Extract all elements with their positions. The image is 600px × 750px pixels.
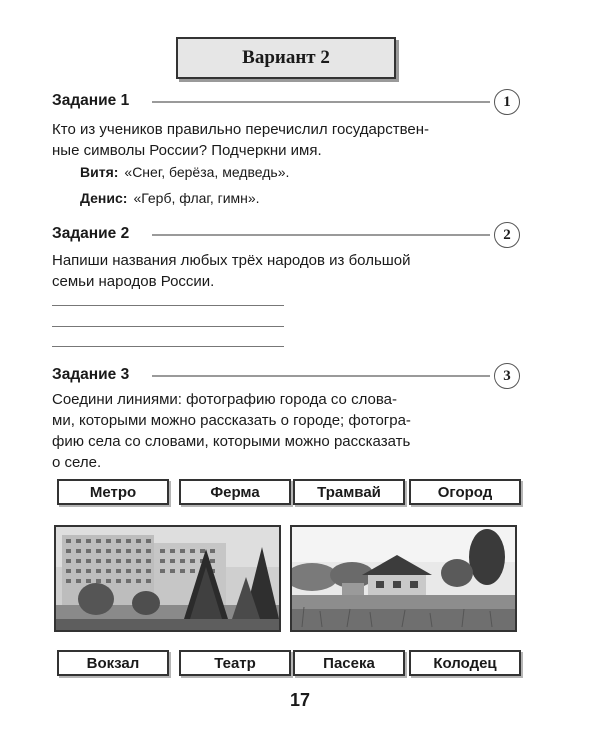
task-2-title: Задание 2 — [52, 225, 135, 243]
village-photo-image — [292, 527, 515, 630]
answer-writing-line[interactable] — [52, 305, 284, 306]
word-box-kolodets[interactable]: Колодец — [409, 650, 521, 676]
word-box-paseka[interactable]: Пасека — [293, 650, 405, 676]
task-1-question — [52, 119, 522, 161]
question-line: фию села со словами, которыми можно рассказать — [52, 433, 411, 450]
divider — [152, 234, 490, 236]
variant-header — [176, 37, 396, 79]
question-line: семьи народов России. — [52, 273, 215, 290]
task-1-title: Задание 1 — [52, 92, 135, 110]
answer-name: Витя: — [80, 164, 119, 180]
task-3-title: Задание 3 — [52, 366, 135, 384]
word-box-metro[interactable]: Метро — [57, 479, 169, 505]
task-2-header — [52, 222, 520, 248]
divider — [152, 101, 490, 103]
task-3-number: 3 — [494, 363, 520, 389]
city-photo[interactable] — [54, 525, 281, 632]
divider — [152, 375, 490, 377]
task-1-number: 1 — [494, 89, 520, 115]
answer-writing-line[interactable] — [52, 346, 284, 347]
task-3-header — [52, 363, 520, 389]
answer-writing-line[interactable] — [52, 326, 284, 327]
variant-title: Вариант 2 — [242, 47, 330, 68]
word-box-teatr[interactable]: Театр — [179, 650, 291, 676]
word-box-ferma[interactable]: Ферма — [179, 479, 291, 505]
answer-text: «Герб, флаг, гимн». — [133, 190, 260, 206]
answer-option-denis[interactable] — [80, 190, 260, 206]
word-box-tramvai[interactable]: Трамвай — [293, 479, 405, 505]
question-line: Кто из учеников правильно перечислил государствен- — [52, 121, 430, 138]
answer-option-vitya[interactable] — [80, 164, 289, 180]
answer-name: Денис: — [80, 190, 128, 206]
question-line: Соедини линиями: фотографию города со слова- — [52, 391, 397, 408]
question-line: Напиши названия любых трёх народов из большой — [52, 252, 411, 269]
question-line: о селе. — [52, 454, 102, 471]
city-photo-image — [56, 527, 279, 630]
question-line: ми, которыми можно рассказать о городе; фотогра- — [52, 412, 411, 429]
task-2-question — [52, 250, 522, 292]
task-2-number: 2 — [494, 222, 520, 248]
word-box-ogorod[interactable]: Огород — [409, 479, 521, 505]
answer-text: «Снег, берёза, медведь». — [124, 164, 290, 180]
task-1-header — [52, 89, 520, 115]
question-line: ные символы России? Подчеркни имя. — [52, 142, 322, 159]
page-number: 17 — [289, 690, 311, 710]
village-photo[interactable] — [290, 525, 517, 632]
word-box-vokzal[interactable]: Вокзал — [57, 650, 169, 676]
task-3-question — [52, 389, 522, 473]
